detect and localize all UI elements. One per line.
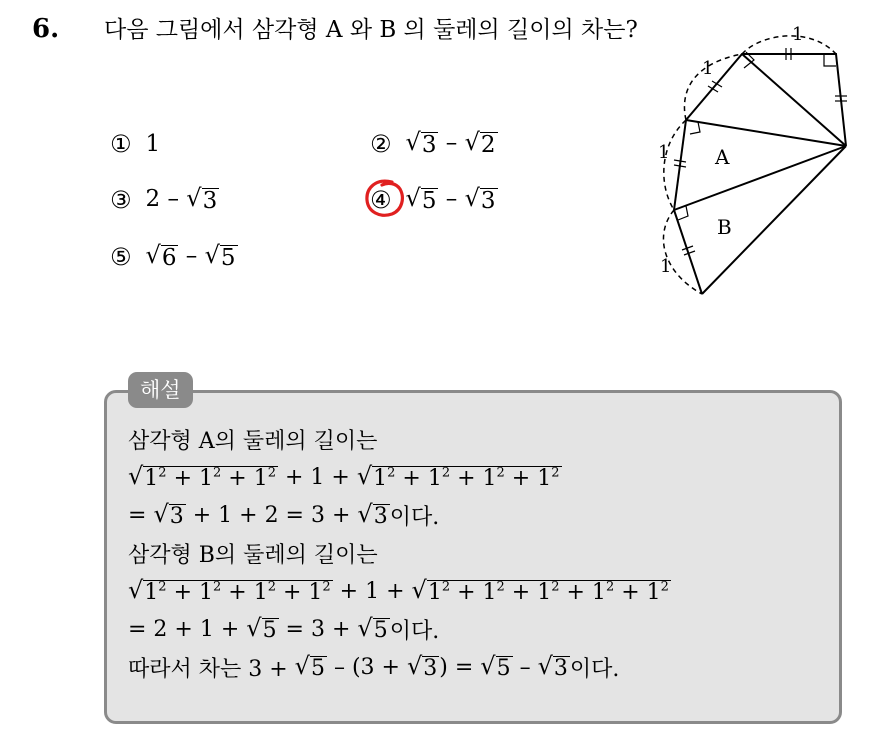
solution-line-2: √ $1^2 + 1^2 + 1^2$ + 1 + √ $1^2 + 1^2 + 1^2 + 1^2$ [128, 461, 560, 491]
choice-5[interactable] [110, 243, 238, 271]
selected-answer-circle-icon [362, 178, 408, 220]
solution-line-1: 삼각형 A의 둘레의 길이는 [128, 428, 378, 454]
solution-line-3: = √ 3 + 1 + 2 = 3 + √ 3 이다. [128, 499, 440, 530]
choice-3-formula: 2 – √ 3 [145, 184, 218, 215]
label-triangle-a: A [715, 145, 730, 169]
choice-1-formula: 1 [145, 131, 161, 157]
choice-1-number: ① [110, 130, 132, 158]
choice-5-number: ⑤ [110, 243, 132, 271]
solution-line-5: √ $1^2 + 1^2 + 1^2 + 1^2$ + 1 + √ $1^2 + 1^2 + 1^2 + 1^2 + 1^2$ [128, 575, 669, 605]
choice-3-number: ③ [110, 186, 132, 214]
solution-badge: 해설 [128, 372, 193, 408]
solution-text [128, 420, 828, 686]
question-text: 다음 그림에서 삼각형 A 와 B 의 둘레의 길이의 차는? [104, 17, 638, 43]
solution-line-4: 삼각형 B의 둘레의 길이는 [128, 542, 378, 568]
choice-2-formula: √ 3 – √ 2 [405, 128, 496, 159]
choice-2[interactable] [370, 130, 498, 158]
unit-label-upper-left: 1 [702, 58, 714, 79]
choice-5-formula: √ 6 – √ 5 [145, 241, 236, 272]
choice-4-formula: √ 5 – √ 3 [405, 184, 496, 215]
unit-label-lower-left: 1 [660, 256, 672, 277]
choice-3[interactable] [110, 186, 219, 214]
choice-1[interactable] [110, 130, 160, 158]
choice-2-number: ② [370, 130, 392, 158]
unit-label-top: 1 [792, 24, 804, 45]
unit-label-left: 1 [658, 142, 670, 163]
solution-line-7: 따라서 차는 3 + √ 5 – (3 + √ 3 ) = √ 5 – √ 3 이다. [128, 651, 620, 682]
question-number: 6. [32, 14, 60, 44]
triangle-figure [640, 14, 860, 304]
choice-4-number: ④ [370, 186, 392, 214]
label-triangle-b: B [717, 215, 732, 239]
solution-line-6: = 2 + 1 + √ 5 = 3 + √ 5 이다. [128, 613, 440, 644]
